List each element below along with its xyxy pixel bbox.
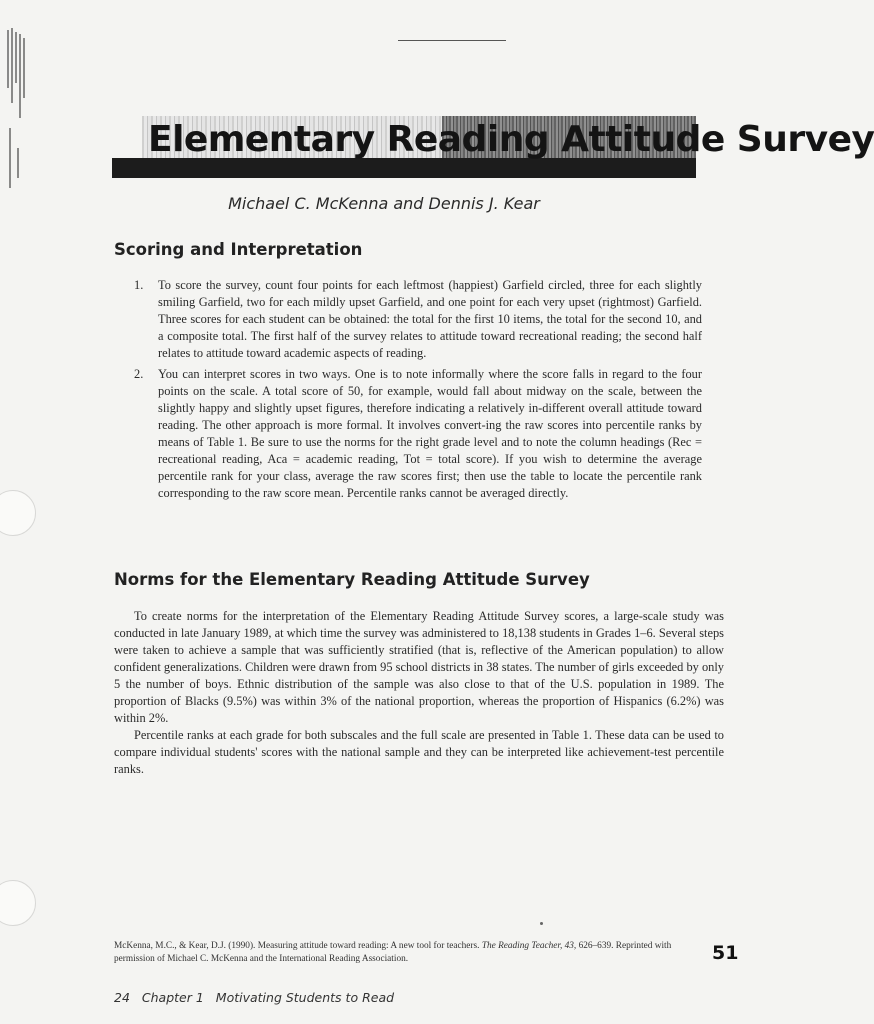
- citation-text-end: 626–639. Reprinted with permission of Michael C. McKenna and the International Reading Association.: [114, 941, 672, 964]
- page-stamp: 51: [712, 942, 739, 964]
- list-item-number: 2.: [134, 367, 144, 381]
- section-heading-norms: Norms for the Elementary Reading Attitude Survey: [114, 570, 590, 589]
- running-footer: [114, 990, 402, 1005]
- list-item-text: To score the survey, count four points for each leftmost (happiest) Garfield circled, three for each slightly smiling Garfield, two for each mildly upset Garfield, and one point for each very upset (rightmost) Garfield. Three scores for each student can be obtained: the total for the first 10 items, the total for the second 10, and a composite total. The first half of the survey relates to attitude toward recreational reading; the second half relates to attitude toward academic aspects of reading.: [158, 278, 702, 360]
- citation-text: McKenna, M.C., & Kear, D.J. (1990). Measuring attitude toward reading: A new tool for teachers.: [114, 941, 480, 951]
- title-banner: [112, 112, 874, 180]
- paragraph: Percentile ranks at each grade for both subscales and the full scale are presented in Table 1. These data can be used to compare individual students' scores with the national sample and they can be interpreted like achievement-test percentile ranks.: [114, 728, 724, 776]
- authors: Michael C. McKenna and Dennis J. Kear: [228, 194, 540, 213]
- punch-hole-shadow: [0, 880, 36, 926]
- punch-hole-shadow: [0, 490, 36, 536]
- citation-journal: The Reading Teacher, 43,: [481, 941, 577, 951]
- footer-chapter: Chapter 1: [141, 990, 204, 1005]
- paragraph: To create norms for the interpretation of the Elementary Reading Attitude Survey scores, a large-scale study was conducted in late January 1989, at which time the survey was administered to 18,138 students in Grades 1–6. Several steps were taken to achieve a sample that was sufficiently stratified (that is, reflective of the American population) to allow confident generalizations. Children were drawn from 95 school districts in 38 states. The number of girls exceeded by only 5 the number of boys. Ethnic distribution of the sample was also close to that of the U.S. population in 1989. The proportion of Blacks (9.5%) was within 3% of the national proportion, whereas the proportion of Hispanics (6.2%) was within 2%.: [114, 609, 724, 725]
- top-rule: [398, 40, 506, 41]
- scoring-list: [134, 277, 702, 506]
- section-heading-scoring: Scoring and Interpretation: [114, 240, 363, 259]
- footer-chapter-title: Motivating Students to Read: [215, 990, 395, 1005]
- list-item: [134, 366, 702, 502]
- list-item-number: 1.: [134, 278, 144, 292]
- page-title: Elementary Reading Attitude Survey: [148, 119, 874, 160]
- citation-footnote: [114, 940, 710, 966]
- footer-page-number: 24: [114, 990, 130, 1005]
- scan-speck: [540, 922, 543, 925]
- list-item: [134, 277, 702, 362]
- norms-body: [114, 608, 724, 778]
- binding-marks: [4, 28, 34, 198]
- list-item-text: You can interpret scores in two ways. One is to note informally where the score falls in regard to the four points on the scale. A total score of 50, for example, would fall about midway on the scale, between the slightly happy and slightly upset figures, therefore indicating a relatively in-different overall attitude toward reading. The other approach is more formal. It involves convert-ing the raw scores into percentile ranks by means of Table 1. Be sure to use the norms for the right grade level and to note the column headings (Rec = recreational reading, Aca = academic reading, Tot = total score). If you wish to determine the average percentile rank for your class, average the raw scores first; then use the table to locate the percentile rank corresponding to the raw score mean. Percentile ranks cannot be averaged directly.: [158, 367, 702, 500]
